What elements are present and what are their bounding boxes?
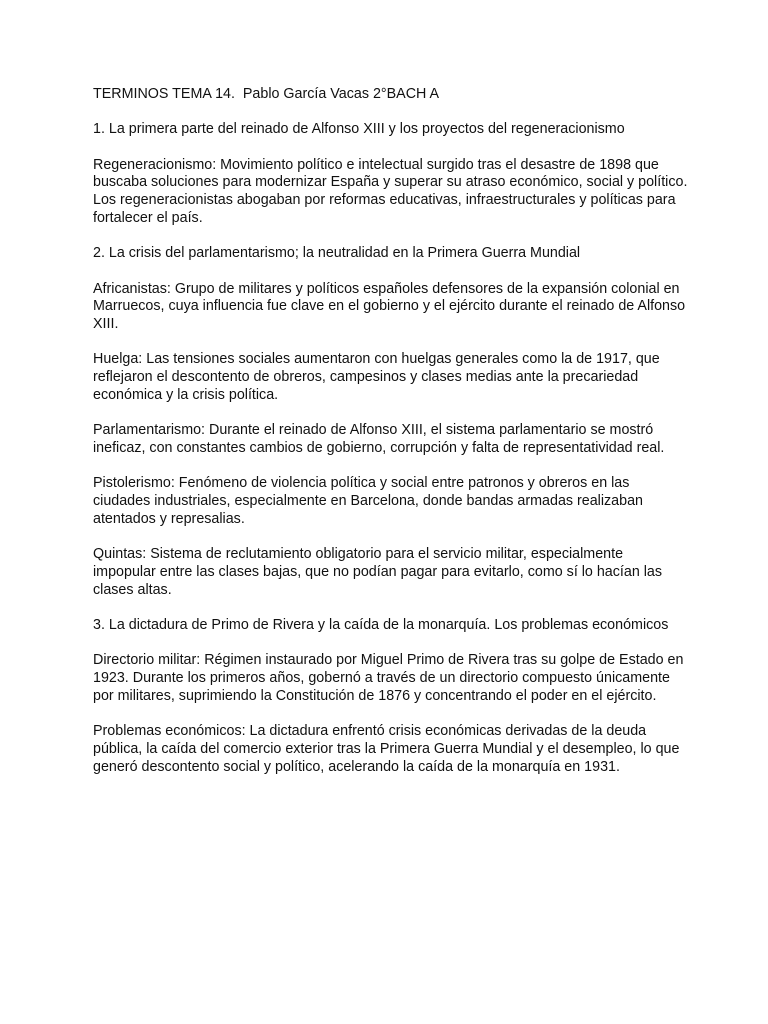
section-heading: 2. La crisis del parlamentarismo; la neutralidad en la Primera Guerra Mundial <box>93 245 581 262</box>
term-parlamentarismo: Parlamentarismo: Durante el reinado de Alfonso XIII, el sistema parlamentario se mostró ineficaz, con constantes cambios de gobierno, corrupción y falta de representatividad real. <box>93 422 665 456</box>
section-2 <box>93 245 688 599</box>
term-africanistas: Africanistas: Grupo de militares y políticos españoles defensores de la expansión colonial en Marruecos, cuya influencia fue clave en el gobierno y el ejército durante el reinado de Alfonso XIII. <box>93 280 686 333</box>
section-1 <box>93 121 688 227</box>
section-3 <box>93 617 688 776</box>
term-pistolerismo: Pistolerismo: Fenómeno de violencia política y social entre patronos y obreros en las ciudades industriales, especialmente en Barcelona, donde bandas armadas realizaban atentados y represalias. <box>93 475 643 527</box>
term-quintas: Quintas: Sistema de reclutamiento obligatorio para el servicio militar, especialmente impopular entre las clases bajas, que no podían pagar para evitarlo, como sí lo hacían las clases altas. <box>93 546 663 598</box>
document-header: TERMINOS TEMA 14. Pablo García Vacas 2°BACH A <box>93 86 440 102</box>
section-heading: 1. La primera parte del reinado de Alfonso XIII y los proyectos del regeneracionismo <box>93 121 625 138</box>
term-directorio-militar: Directorio militar: Régimen instaurado por Miguel Primo de Rivera tras su golpe de Estado en 1923. Durante los primeros años, gobernó a través de un directorio compuesto únicamente por militares, suprimiendo la Constitución de 1876 y concentrando el poder en el ejército. <box>93 652 684 704</box>
term-problemas-economicos: Problemas económicos: La dictadura enfrentó crisis económicas derivadas de la deuda pública, la caída del comercio exterior tras la Primera Guerra Mundial y el desempleo, lo que generó descontento social y político, acelerando la caída de la monarquía en 1931. <box>93 723 680 775</box>
term-huelga: Huelga: Las tensiones sociales aumentaron con huelgas generales como la de 1917, que reflejaron el descontento de obreros, campesinos y clases medias ante la precariedad económica y la crisis política. <box>93 351 660 403</box>
section-heading: 3. La dictadura de Primo de Rivera y la caída de la monarquía. Los problemas económicos <box>93 616 669 633</box>
term-regeneracionismo: Regeneracionismo: Movimiento político e intelectual surgido tras el desastre de 1898 que buscaba soluciones para modernizar España y superar su atraso económico, social y político. Los regeneracionistas abogaban por reformas educativas, infraestructurales y políticas para fortalecer el país. <box>93 156 688 226</box>
